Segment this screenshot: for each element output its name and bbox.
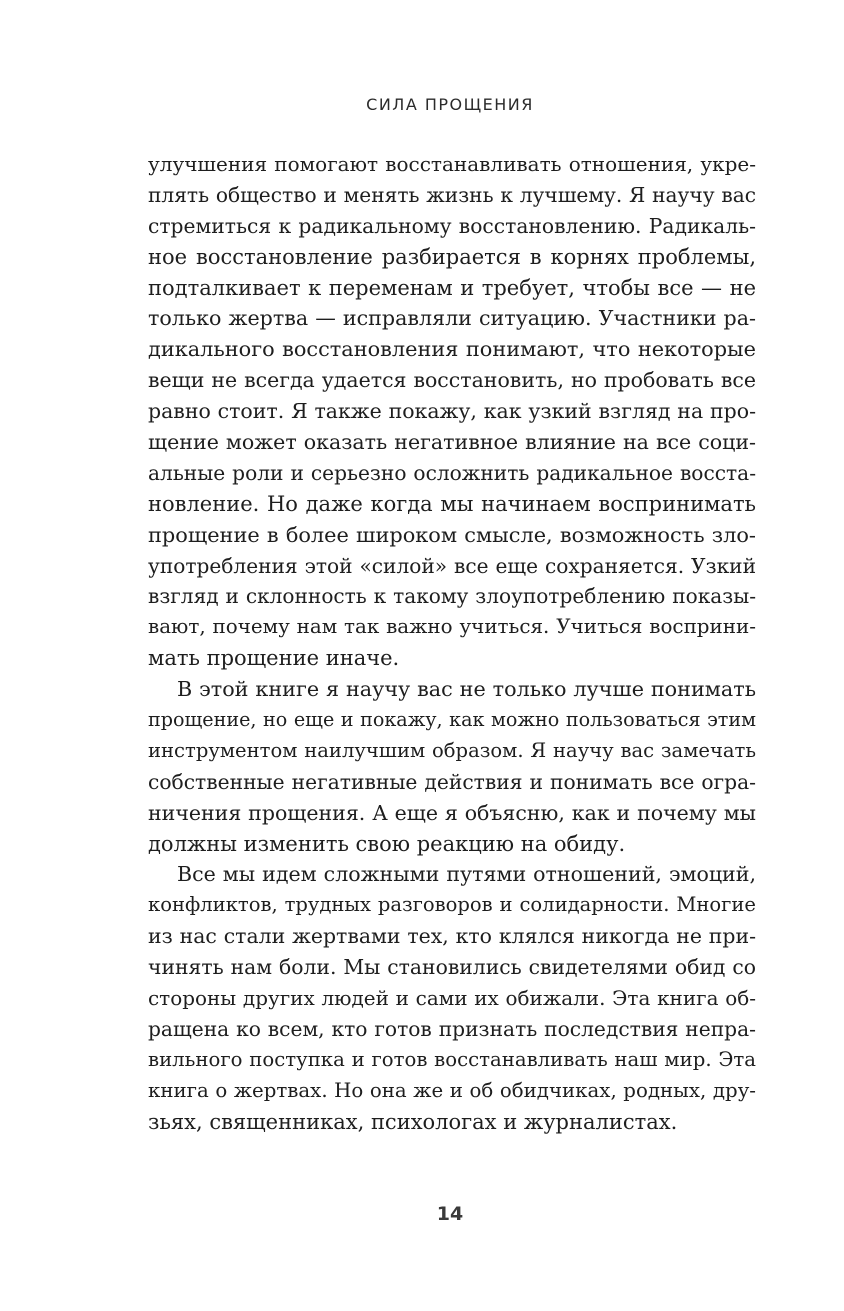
text-line: взгляд и склонность к такому злоупотреблению показы- [148,584,756,609]
text-line: стороны других людей и сами их обижали. Эта книга об- [148,986,756,1011]
page-number: 14 [436,1203,464,1225]
text-line: альные роли и серьезно осложнить радикальное восста- [148,460,756,485]
text-line: книга о жертвах. Но она же и об обидчиках, родных, дру- [148,1078,756,1102]
text-line: стремиться к радикальному восстановлению. Радикаль- [148,213,756,238]
text-line: зьях, священниках, психологах и журналистах. [148,1109,678,1134]
text-line: инструментом наилучшим образом. Я научу вас замечать [148,738,756,762]
text-line: вают, почему нам так важно учиться. Учиться восприни- [148,615,756,639]
text-line: из нас стали жертвами тех, кто клялся никогда не при- [148,924,756,949]
body-text [148,149,756,1138]
text-line: ращена ко всем, кто готов признать последствия непра- [148,1016,756,1041]
text-line: конфликтов, трудных разговоров и солидарности. Многие [148,893,756,917]
text-line: дикального восстановления понимают, что некоторые [148,337,756,362]
text-line: собственные негативные действия и понимать все огра- [148,769,756,794]
text-line: равно стоит. Я также покажу, как узкий взгляд на про- [148,399,756,424]
text-line: щение может оказать негативное влияние на все соци- [148,430,756,455]
text-line: употребления этой «силой» все еще сохраняется. Узкий [148,553,756,578]
text-line: новление. Но даже когда мы начинаем воспринимать [148,491,756,516]
text-line: прощение в более широком смысле, возможность зло- [148,522,756,547]
text-line: только жертва — исправляли ситуацию. Участники ра- [148,306,756,331]
text-line: прощение, но еще и покажу, как можно пользоваться этим [148,708,756,732]
paragraph-1 [148,149,756,674]
text-line: мать прощение иначе. [148,646,400,671]
text-line: В этой книге я научу вас не только лучше понимать [177,677,756,702]
text-line: ничения прощения. А еще я объясню, как и почему мы [148,800,756,825]
text-line: вильного поступка и готов восстанавливать наш мир. Эта [148,1047,756,1071]
text-line: ное восстановление разбирается в корнях проблемы, [148,244,756,269]
paragraph-2 [148,674,756,859]
text-line: чинять нам боли. Мы становились свидетелями обид со [148,955,756,980]
paragraph-3 [148,859,756,1137]
text-line: должны изменить свою реакцию на обиду. [148,831,626,856]
text-line: плять общество и менять жизнь к лучшему. Я научу вас [148,182,756,207]
text-line: Все мы идем сложными путями отношений, эмоций, [177,862,756,887]
text-line: вещи не всегда удается восстановить, но пробовать все [148,368,756,393]
text-line: подталкивает к переменам и требует, чтобы все — не [148,275,756,300]
text-line: улучшения помогают восстанавливать отношения, укре- [148,152,756,176]
running-head: СИЛА ПРОЩЕНИЯ [366,95,534,114]
